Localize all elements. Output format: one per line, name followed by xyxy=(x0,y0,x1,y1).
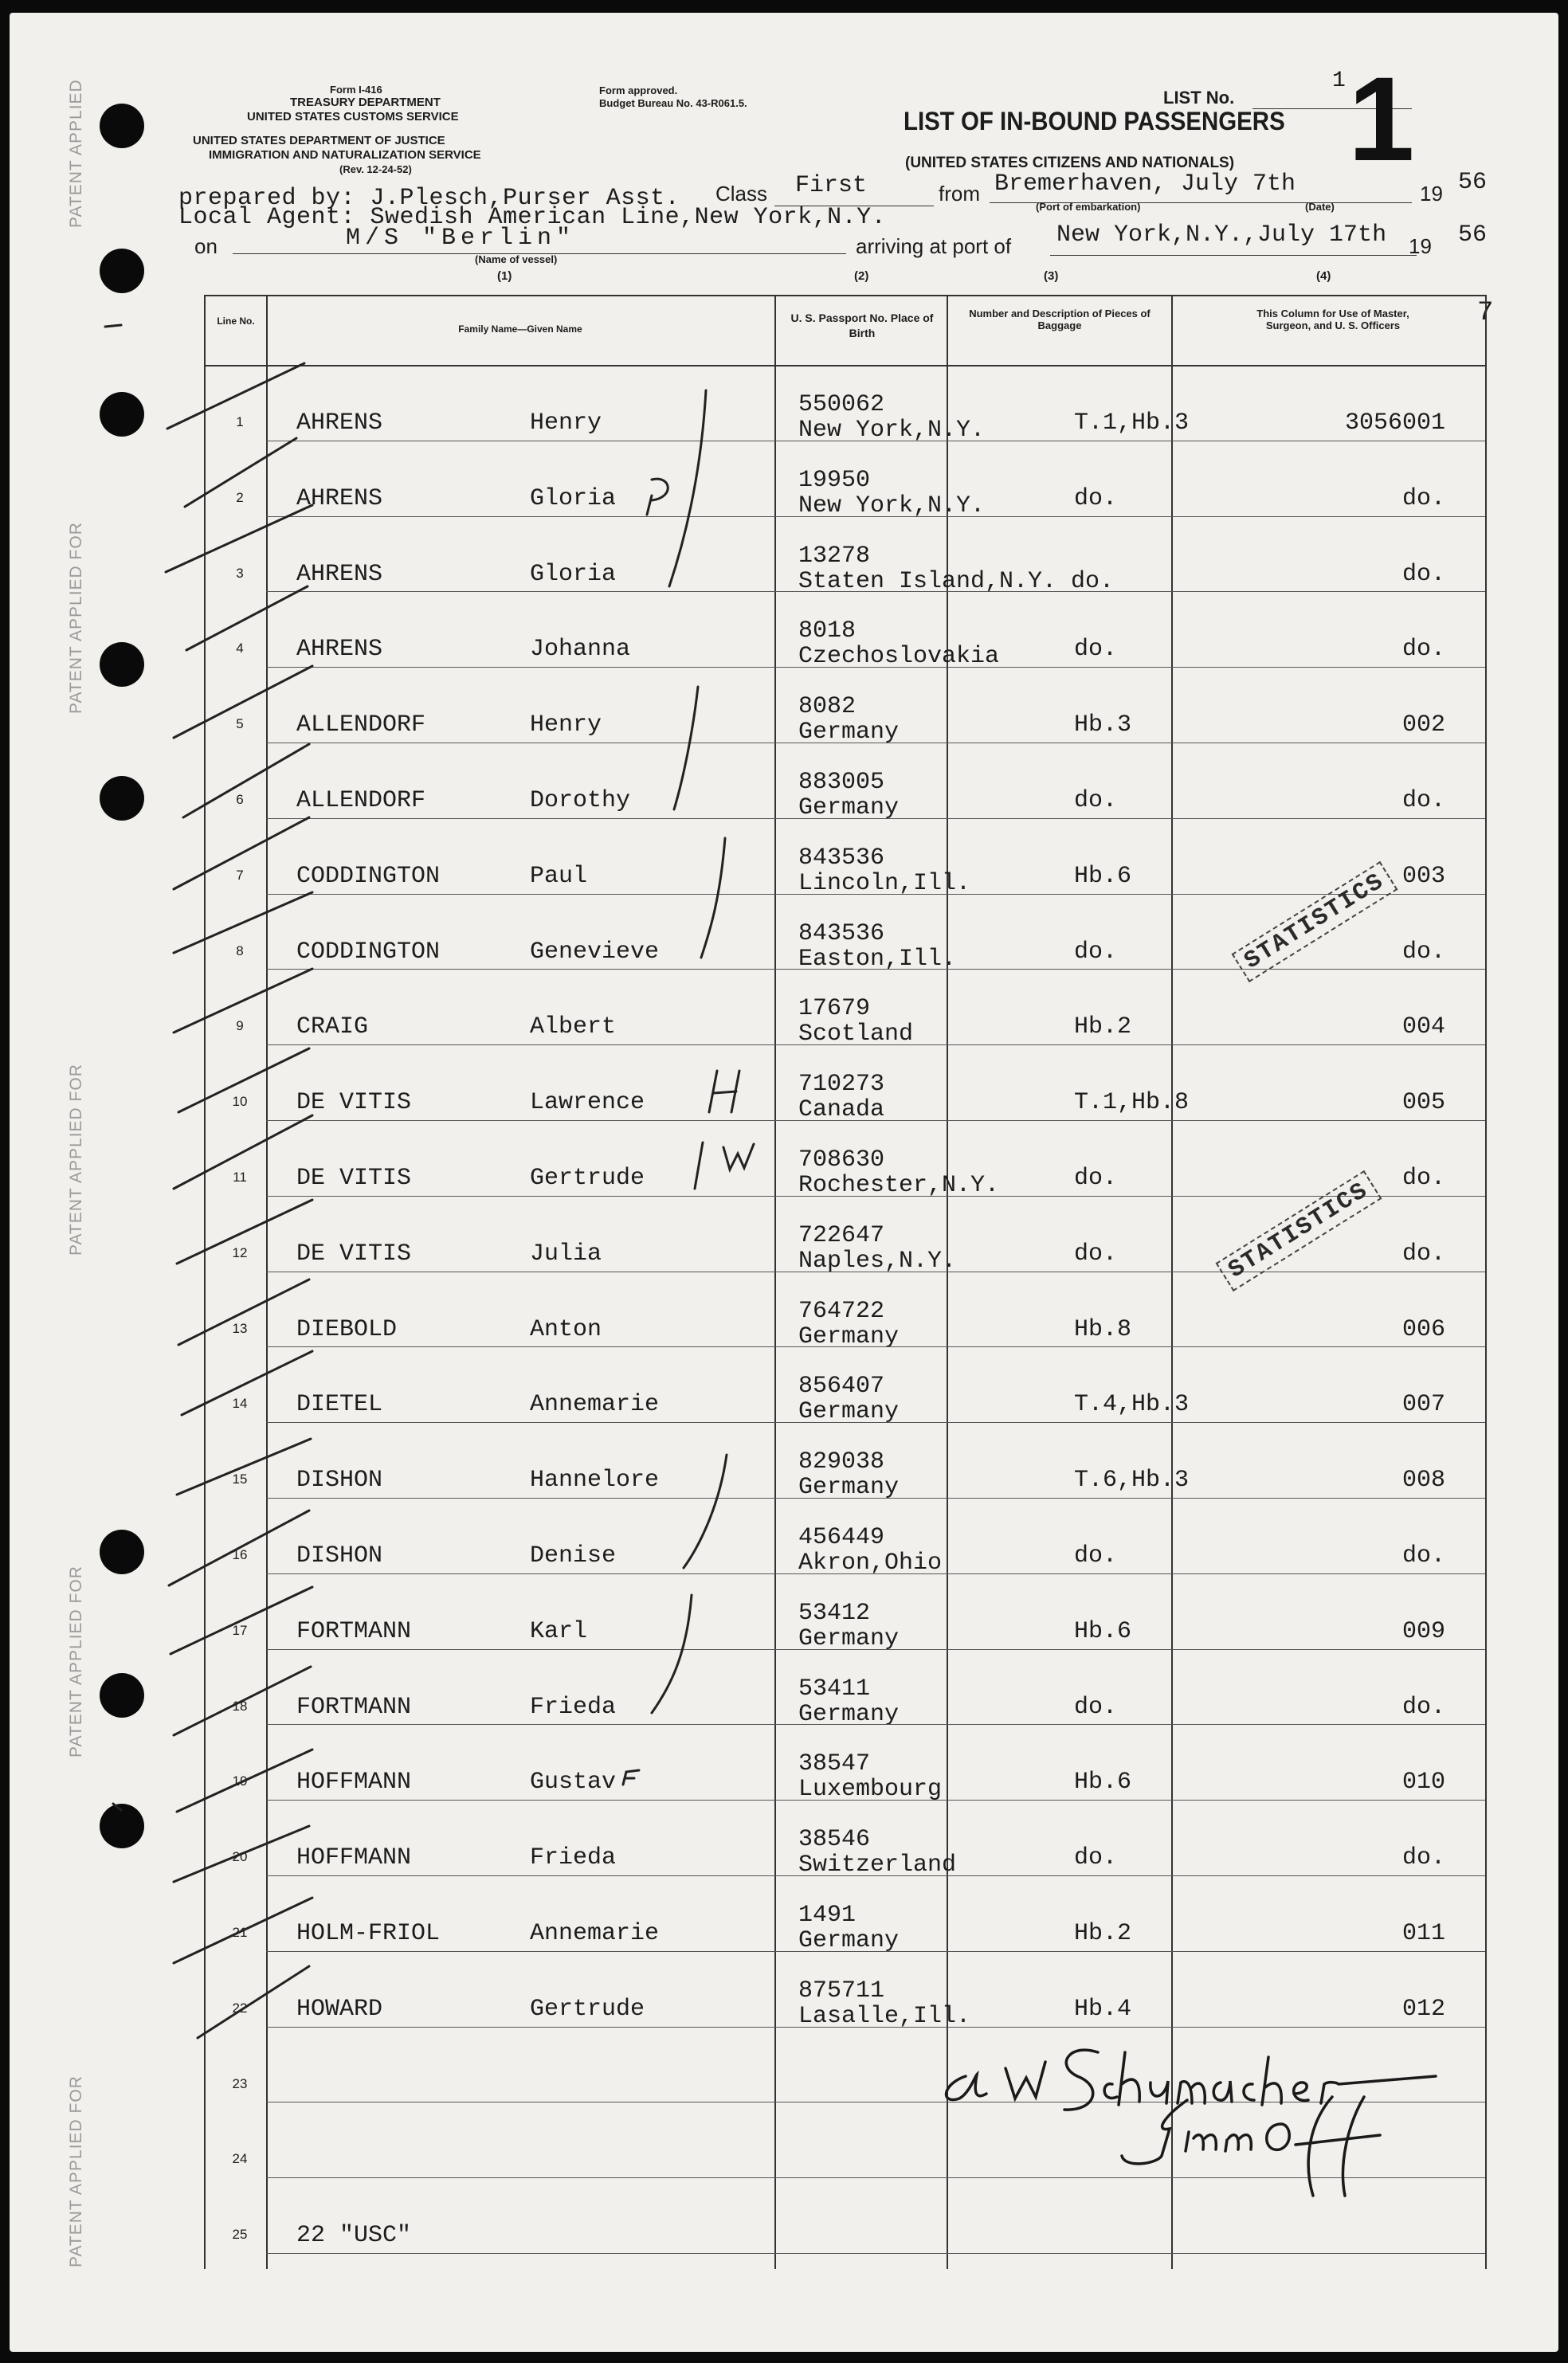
handwritten-marks xyxy=(10,13,1558,2352)
place-of-birth: Akron,Ohio xyxy=(798,1550,943,1577)
passport-number: 38546 xyxy=(798,1826,871,1854)
given-name: Genevieve xyxy=(530,938,660,966)
officer-code: 011 xyxy=(1401,1920,1445,1947)
col-header-baggage: Number and Description of Pieces of Baggage xyxy=(969,308,1151,331)
line-number: 19 xyxy=(232,1773,248,1789)
margin-text-3: PATENT APPLIED FOR xyxy=(67,1064,85,1256)
col-header-passport: U. S. Passport No. Place of Birth xyxy=(790,312,934,339)
margin-text-5: PATENT APPLIED FOR xyxy=(67,2075,85,2267)
big-list-number: 1 xyxy=(1348,52,1415,186)
class-label: Class xyxy=(715,182,768,206)
baggage: Hb.6 xyxy=(1074,1769,1132,1797)
form-subtitle: (UNITED STATES CITIZENS AND NATIONALS) xyxy=(905,155,1235,171)
baggage: Hb.2 xyxy=(1074,1920,1132,1947)
service-name: UNITED STATES CUSTOMS SERVICE xyxy=(247,110,459,123)
line-number: 22 xyxy=(232,2000,248,2016)
col-num-2: (2) xyxy=(854,269,869,283)
officer-code: do. xyxy=(1401,636,1445,664)
passport-number: 8018 xyxy=(798,617,857,645)
line-number: 12 xyxy=(232,1244,248,1260)
passport-number: 708630 xyxy=(798,1146,885,1174)
vessel-label: (Name of vessel) xyxy=(475,253,558,265)
passport-number: 883005 xyxy=(798,769,885,796)
family-name: AHRENS xyxy=(296,484,383,512)
line-number: 14 xyxy=(232,1396,248,1412)
passport-number: 843536 xyxy=(798,919,885,947)
family-name: HOFFMANN xyxy=(296,1844,412,1872)
baggage: do. xyxy=(1074,484,1118,512)
place-of-birth: New York,N.Y. xyxy=(798,492,986,519)
given-name: Albert xyxy=(530,1013,617,1041)
family-name: HOFFMANN xyxy=(296,1769,412,1797)
passport-number: 17679 xyxy=(798,995,871,1023)
place-of-birth: Germany xyxy=(798,1927,900,1954)
place-of-birth: Germany xyxy=(798,1624,900,1652)
officer-code: do. xyxy=(1401,1693,1445,1721)
on-label: on xyxy=(194,234,218,258)
form-number: Form I-416 xyxy=(330,84,382,96)
margin-text-2: PATENT APPLIED FOR xyxy=(67,522,85,714)
officer-code: do. xyxy=(1401,484,1445,512)
officer-code: do. xyxy=(1401,938,1445,966)
line-number: 16 xyxy=(232,1547,248,1562)
officer-code: do. xyxy=(1401,787,1445,814)
given-name: Hannelore xyxy=(530,1467,660,1495)
passport-number: 38547 xyxy=(798,1750,871,1778)
family-name: CODDINGTON xyxy=(296,862,441,890)
family-name: HOLM-FRIOL xyxy=(296,1920,441,1947)
officer-code: do. xyxy=(1401,560,1445,588)
baggage: Hb.6 xyxy=(1074,862,1132,890)
passport-number: 829038 xyxy=(798,1448,885,1476)
family-name: ALLENDORF xyxy=(296,711,426,739)
family-name: DIEBOLD xyxy=(296,1315,398,1343)
baggage: Hb.3 xyxy=(1074,711,1132,739)
baggage: T.1,Hb.3 xyxy=(1074,410,1190,437)
given-name: Anton xyxy=(530,1315,602,1343)
line-number: 13 xyxy=(232,1320,248,1336)
family-name: AHRENS xyxy=(296,560,383,588)
family-name: DE VITIS xyxy=(296,1240,412,1268)
given-name: Gertrude xyxy=(530,1995,645,2023)
baggage: T.4,Hb.3 xyxy=(1074,1391,1190,1419)
passport-number: 19950 xyxy=(798,466,871,494)
baggage: do. xyxy=(1074,787,1118,814)
given-name: Henry xyxy=(530,410,602,437)
year2-value: 56 xyxy=(1458,221,1488,249)
family-name: DISHON xyxy=(296,1467,383,1495)
year2-prefix: 19 xyxy=(1409,234,1432,258)
line-number: 23 xyxy=(232,2075,248,2091)
officer-code: 005 xyxy=(1401,1089,1445,1117)
col-num-3: (3) xyxy=(1044,269,1059,283)
given-name: Johanna xyxy=(530,636,631,664)
passport-number: 456449 xyxy=(798,1524,885,1551)
line-number: 7 xyxy=(236,867,244,883)
from-value: Bremerhaven, July 7th xyxy=(994,170,1296,198)
form-approved: Form approved. xyxy=(599,84,678,96)
given-name: Henry xyxy=(530,711,602,739)
prepared-by: prepared by: J.Plesch,Purser Asst. xyxy=(178,185,680,212)
place-of-birth: Lincoln,Ill. xyxy=(798,869,971,897)
col-header-officers: This Column for Use of Master, Surgeon, and U. S. Officers xyxy=(1256,308,1409,331)
officer-code: 007 xyxy=(1401,1391,1445,1419)
family-name: DE VITIS xyxy=(296,1089,412,1117)
passport-number: 53412 xyxy=(798,1599,871,1627)
officer-code: 006 xyxy=(1401,1315,1445,1343)
passport-number: 764722 xyxy=(798,1297,885,1325)
margin-number: 7 xyxy=(1477,298,1494,328)
place-of-birth: Staten Island,N.Y. do. xyxy=(798,567,1115,595)
family-name: AHRENS xyxy=(296,410,383,437)
officer-code: do. xyxy=(1401,1844,1445,1872)
place-of-birth: Easton,Ill. xyxy=(798,945,957,973)
place-of-birth: Canada xyxy=(798,1096,885,1124)
place-of-birth: Czechoslovakia xyxy=(798,643,1000,671)
family-name: FORTMANN xyxy=(296,1693,412,1721)
baggage: T.1,Hb.8 xyxy=(1074,1089,1190,1117)
line-number: 9 xyxy=(236,1018,244,1034)
line-number: 15 xyxy=(232,1471,248,1487)
line-number: 6 xyxy=(236,792,244,807)
family-name: HOWARD xyxy=(296,1995,383,2023)
place-of-birth: Naples,N.Y. xyxy=(798,1247,957,1275)
line-number: 3 xyxy=(236,565,244,581)
family-name: CRAIG xyxy=(296,1013,369,1041)
arrival-value: New York,N.Y.,July 17th xyxy=(1056,221,1387,249)
officer-code: 003 xyxy=(1401,862,1445,890)
place-of-birth: New York,N.Y. xyxy=(798,417,986,444)
line-number: 5 xyxy=(236,716,244,732)
statistics-stamp: STATISTICS xyxy=(1216,1170,1382,1291)
given-name: Gloria xyxy=(530,560,617,588)
place-of-birth: Rochester,N.Y. xyxy=(798,1172,1000,1199)
passport-number: 1491 xyxy=(798,1902,857,1929)
given-name: Gertrude xyxy=(530,1165,645,1192)
date-label: (Date) xyxy=(1305,201,1335,213)
baggage: Hb.4 xyxy=(1074,1995,1132,2023)
vessel-name: M/S "Berlin" xyxy=(346,225,576,252)
baggage: Hb.8 xyxy=(1074,1315,1132,1343)
form-sheet xyxy=(10,13,1558,2352)
dept2-name: UNITED STATES DEPARTMENT OF JUSTICE xyxy=(193,134,445,147)
passport-number: 710273 xyxy=(798,1071,885,1099)
passport-number: 843536 xyxy=(798,844,885,872)
given-name: Dorothy xyxy=(530,787,631,814)
given-name: Lawrence xyxy=(530,1089,645,1117)
from-label: from xyxy=(939,182,980,206)
place-of-birth: Germany xyxy=(798,719,900,747)
service2-name: IMMIGRATION AND NATURALIZATION SERVICE xyxy=(209,148,481,162)
given-name: Denise xyxy=(530,1542,617,1569)
baggage: do. xyxy=(1074,1844,1118,1872)
baggage: T.6,Hb.3 xyxy=(1074,1467,1190,1495)
passport-number: 550062 xyxy=(798,391,885,418)
line-number: 24 xyxy=(232,2151,248,2167)
passport-number: 875711 xyxy=(798,1977,885,2004)
line-number: 11 xyxy=(233,1170,247,1185)
given-name: Gloria xyxy=(530,484,617,512)
list-no-label: LIST No. xyxy=(1163,88,1235,108)
officer-code: 012 xyxy=(1401,1995,1445,2023)
family-name: DISHON xyxy=(296,1542,383,1569)
line-number: 2 xyxy=(236,489,244,505)
given-name: Karl xyxy=(530,1617,588,1645)
family-name: DIETEL xyxy=(296,1391,383,1419)
passport-number: 856407 xyxy=(798,1373,885,1401)
embark-label: (Port of embarkation) xyxy=(1036,201,1141,213)
officer-code: 010 xyxy=(1401,1769,1445,1797)
year-prefix: 19 xyxy=(1420,182,1443,206)
officer-code: do. xyxy=(1401,1240,1445,1268)
family-name: 22 "USC" xyxy=(296,2222,412,2250)
line-number: 1 xyxy=(236,414,244,429)
list-no-value: 1 xyxy=(1332,69,1346,93)
year-value: 56 xyxy=(1458,169,1488,196)
family-name: FORTMANN xyxy=(296,1617,412,1645)
line-number: 8 xyxy=(236,942,244,958)
form-title: LIST OF IN-BOUND PASSENGERS xyxy=(904,107,1285,135)
baggage: Hb.2 xyxy=(1074,1013,1132,1041)
place-of-birth: Luxembourg xyxy=(798,1776,943,1804)
baggage: do. xyxy=(1074,1693,1118,1721)
col-num-1: (1) xyxy=(497,269,512,283)
baggage: Hb.6 xyxy=(1074,1617,1132,1645)
line-number: 18 xyxy=(232,1698,248,1714)
passport-number: 722647 xyxy=(798,1221,885,1249)
baggage: do. xyxy=(1074,1165,1118,1192)
line-number: 17 xyxy=(232,1622,248,1638)
col-header-line: Line No. xyxy=(217,315,255,327)
given-name: Paul xyxy=(530,862,588,890)
line-number: 10 xyxy=(232,1094,248,1110)
given-name: Julia xyxy=(530,1240,602,1268)
local-agent: Local Agent: Swedish American Line,New York,N.Y. xyxy=(178,204,887,231)
col-header-name: Family Name—Given Name xyxy=(458,323,582,335)
officer-code: 008 xyxy=(1401,1467,1445,1495)
given-name: Gustav xyxy=(530,1769,617,1797)
revision: (Rev. 12-24-52) xyxy=(339,163,412,175)
officer-code: 002 xyxy=(1401,711,1445,739)
place-of-birth: Germany xyxy=(798,1398,900,1426)
line-number: 20 xyxy=(232,1849,248,1865)
line-number: 25 xyxy=(232,2227,248,2243)
family-name: ALLENDORF xyxy=(296,787,426,814)
statistics-stamp: STATISTICS xyxy=(1232,861,1398,982)
given-name: Annemarie xyxy=(530,1391,660,1419)
line-number: 4 xyxy=(236,641,244,656)
place-of-birth: Lasalle,Ill. xyxy=(798,2002,971,2030)
passport-number: 8082 xyxy=(798,693,857,721)
budget-bureau: Budget Bureau No. 43-R061.5. xyxy=(599,97,747,109)
officer-code: 004 xyxy=(1401,1013,1445,1041)
family-name: CODDINGTON xyxy=(296,938,441,966)
baggage: do. xyxy=(1074,1240,1118,1268)
place-of-birth: Germany xyxy=(798,1700,900,1728)
col-num-4: (4) xyxy=(1316,269,1331,283)
margin-text-4: PATENT APPLIED FOR xyxy=(67,1566,85,1758)
given-name: Frieda xyxy=(530,1844,617,1872)
officer-code: 009 xyxy=(1401,1617,1445,1645)
place-of-birth: Germany xyxy=(798,794,900,821)
given-name: Annemarie xyxy=(530,1920,660,1947)
passport-number: 13278 xyxy=(798,542,871,570)
place-of-birth: Switzerland xyxy=(798,1852,957,1879)
baggage: do. xyxy=(1074,636,1118,664)
family-name: DE VITIS xyxy=(296,1165,412,1192)
officer-code: 3056001 xyxy=(1344,410,1445,437)
baggage: do. xyxy=(1074,938,1118,966)
given-name: Frieda xyxy=(530,1693,617,1721)
baggage: do. xyxy=(1074,1542,1118,1569)
margin-text-1: PATENT APPLIED xyxy=(67,79,85,228)
place-of-birth: Germany xyxy=(798,1323,900,1350)
passport-number: 53411 xyxy=(798,1675,871,1703)
line-number: 21 xyxy=(232,1925,248,1940)
family-name: AHRENS xyxy=(296,636,383,664)
dept-name: TREASURY DEPARTMENT xyxy=(290,96,441,109)
place-of-birth: Scotland xyxy=(798,1021,914,1048)
arriving-label: arriving at port of xyxy=(856,234,1012,258)
place-of-birth: Germany xyxy=(798,1474,900,1502)
class-value: First xyxy=(795,172,868,199)
officer-code: do. xyxy=(1401,1542,1445,1569)
officer-code: do. xyxy=(1401,1165,1445,1192)
